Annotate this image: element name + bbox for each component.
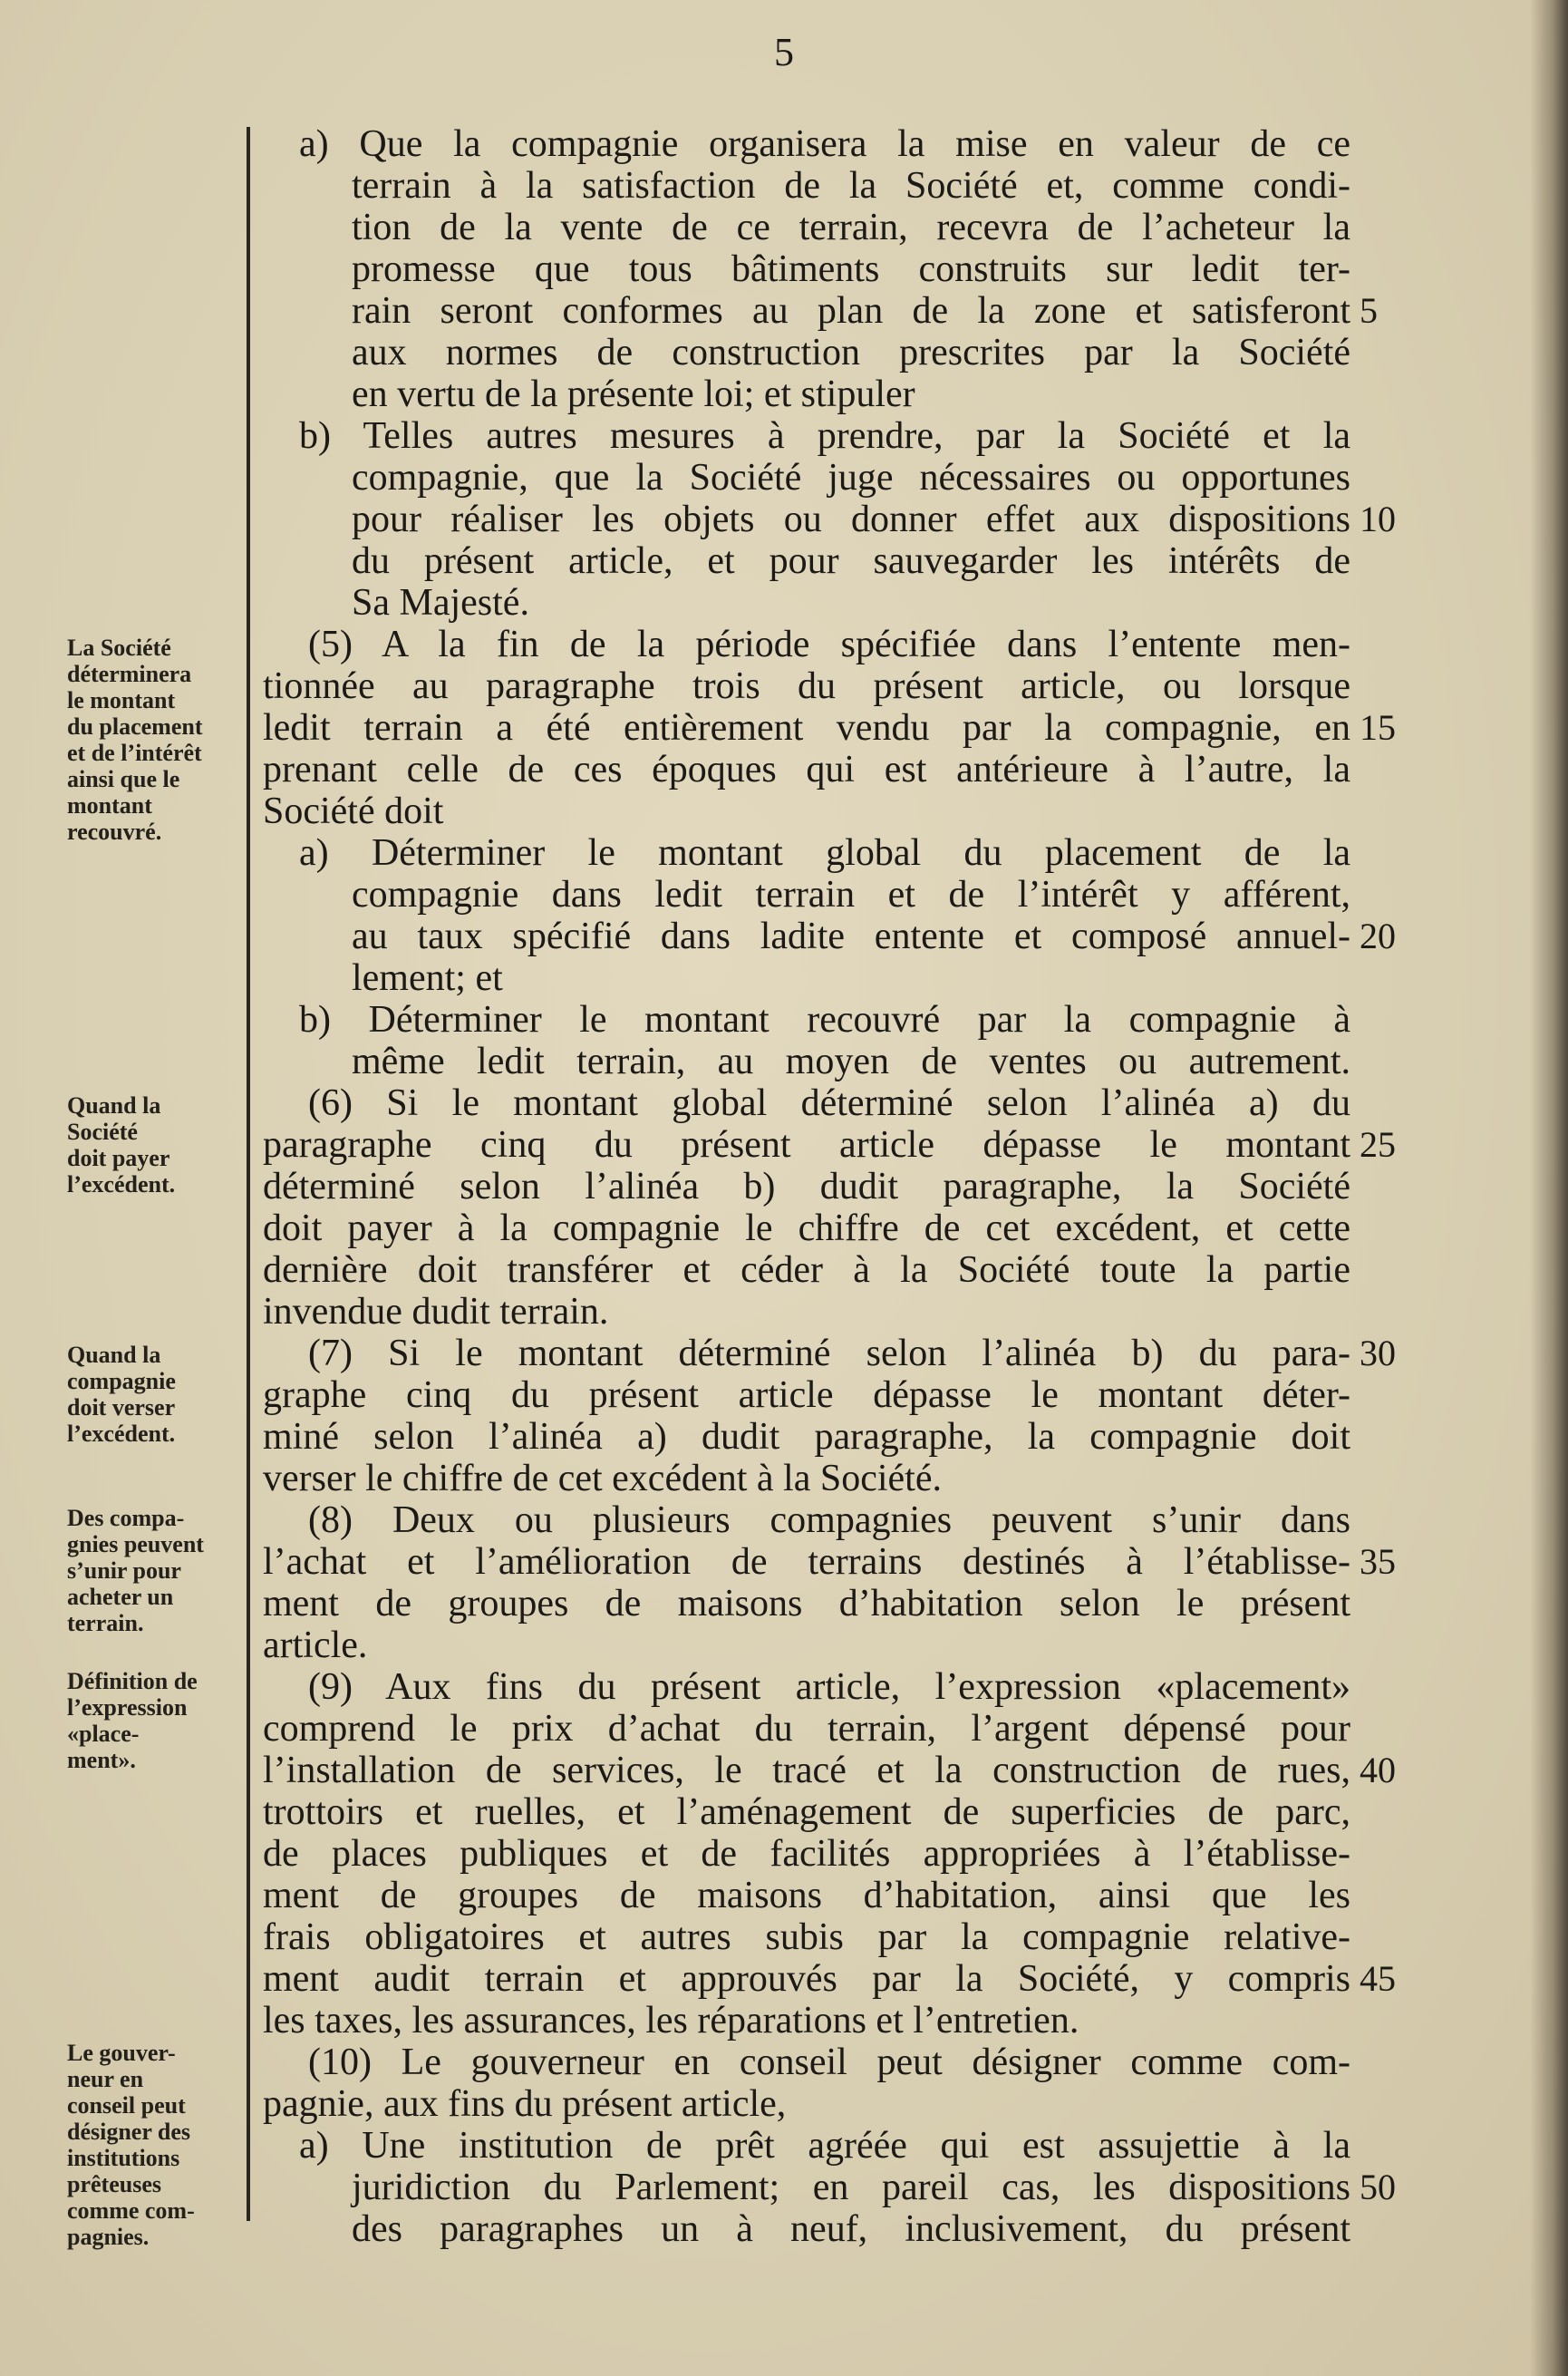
body-line: (10) Le gouverneur en conseil peut désigner comme com- — [308, 2041, 1350, 2083]
body-line: comprend le prix d’achat du terrain, l’argent dépensé pour — [263, 1708, 1350, 1750]
body-line: (8) Deux ou plusieurs compagnies peuvent s’unir dans — [308, 1499, 1350, 1541]
body-line: en vertu de la présente loi; et stipuler — [352, 373, 915, 415]
body-line: terrain à la satisfaction de la Société et, comme condi- — [352, 165, 1350, 207]
body-line: rain seront conformes au plan de la zone et satisferont — [352, 290, 1350, 332]
marginal-note-line: Définition de — [67, 1668, 198, 1694]
marginal-note-line: l’expression — [67, 1694, 188, 1721]
body-line: les taxes, les assurances, les réparations et l’entretien. — [263, 2000, 1079, 2041]
body-line: promesse que tous bâtiments construits sur ledit ter- — [352, 248, 1350, 290]
body-line: (7) Si le montant déterminé selon l’alinéa b) du para- — [308, 1333, 1350, 1374]
marginal-note-line: ainsi que le — [67, 766, 180, 792]
line-number: 40 — [1360, 1750, 1396, 1790]
body-line: tionnée au paragraphe trois du présent article, ou lorsque — [263, 665, 1350, 707]
marginal-note-line: ment». — [67, 1747, 136, 1773]
marginal-note-line: Société — [67, 1119, 138, 1145]
marginal-note-line: compagnie — [67, 1368, 176, 1394]
body-line: compagnie dans ledit terrain et de l’intérêt y afférent, — [352, 874, 1350, 916]
page-edge-shadow — [1530, 0, 1568, 2376]
body-line: compagnie, que la Société juge nécessaires ou opportunes — [352, 457, 1350, 499]
body-line: ledit terrain a été entièrement vendu par la compagnie, en — [263, 707, 1350, 749]
marginal-note-line: prêteuses — [67, 2171, 161, 2197]
marginal-note-line: désigner des — [67, 2119, 191, 2145]
body-line: (6) Si le montant global déterminé selon l’alinéa a) du — [308, 1082, 1350, 1124]
line-number: 25 — [1360, 1124, 1396, 1165]
marginal-note-line: et de l’intérêt — [67, 740, 202, 766]
marginal-note-line: Quand la — [67, 1342, 161, 1368]
marginal-note-line: acheter un — [67, 1584, 174, 1610]
body-line: miné selon l’alinéa a) dudit paragraphe, la compagnie doit — [263, 1416, 1350, 1458]
marginal-note-compagnie-verser — [67, 1342, 245, 1447]
body-line: a) Une institution de prêt agréée qui est assujettie à la — [299, 2125, 1350, 2167]
line-number: 50 — [1360, 2167, 1396, 2207]
margin-rule — [247, 127, 250, 2221]
body-line: (9) Aux fins du présent article, l’expression «placement» — [308, 1666, 1350, 1708]
body-line: invendue dudit terrain. — [263, 1291, 609, 1333]
body-line: dernière doit transférer et céder à la Société toute la partie — [263, 1249, 1350, 1291]
marginal-note-line: du placement — [67, 713, 203, 740]
marginal-note-line: terrain. — [67, 1610, 144, 1636]
marginal-note-line: déterminera — [67, 661, 192, 687]
body-line: a) Déterminer le montant global du placement de la — [299, 832, 1350, 874]
body-line: l’installation de services, le tracé et la construction de rues, — [263, 1750, 1350, 1791]
marginal-note-line: Des compa- — [67, 1505, 185, 1531]
marginal-note-societe-payer — [67, 1092, 245, 1198]
marginal-note-line: Quand la — [67, 1092, 161, 1119]
body-line: article. — [263, 1624, 368, 1666]
marginal-note-line: doit verser — [67, 1394, 176, 1421]
marginal-note-line: l’excédent. — [67, 1171, 176, 1198]
marginal-note-determination — [67, 635, 245, 845]
body-line: paragraphe cinq du présent article dépasse le montant — [263, 1124, 1350, 1166]
marginal-note-line: conseil peut — [67, 2092, 186, 2119]
body-line: Société doit — [263, 790, 444, 832]
marginal-note-line: gnies peuvent — [67, 1531, 204, 1557]
body-text — [263, 123, 1350, 2250]
body-line: doit payer à la compagnie le chiffre de cet excédent, et cette — [263, 1207, 1350, 1249]
page-number: 5 — [774, 30, 794, 74]
marginal-note-line: montant — [67, 792, 152, 819]
body-line: ment audit terrain et approuvés par la Société, y compris — [263, 1958, 1350, 2000]
body-line: Sa Majesté. — [352, 582, 529, 624]
marginal-note-line: pagnies. — [67, 2224, 150, 2250]
body-line: (5) A la fin de la période spécifiée dans l’entente men- — [308, 624, 1350, 665]
body-line: déterminé selon l’alinéa b) dudit paragraphe, la Société — [263, 1166, 1350, 1207]
body-line: ment de groupes de maisons d’habitation selon le présent — [263, 1583, 1350, 1624]
body-line: aux normes de construction prescrites par la Société — [352, 332, 1350, 373]
body-line: b) Déterminer le montant recouvré par la compagnie à — [299, 999, 1350, 1041]
body-line: a) Que la compagnie organisera la mise en valeur de ce — [299, 123, 1350, 165]
body-line: graphe cinq du présent article dépasse le montant déter- — [263, 1374, 1350, 1416]
line-number: 10 — [1360, 499, 1396, 539]
marginal-note-line: comme com- — [67, 2197, 195, 2224]
body-line: prenant celle de ces époques qui est antérieure à l’autre, la — [263, 749, 1350, 790]
body-line: ment de groupes de maisons d’habitation, ainsi que les — [263, 1875, 1350, 1916]
marginal-note-line: le montant — [67, 687, 176, 713]
marginal-note-line: neur en — [67, 2066, 144, 2092]
marginal-note-line: Le gouver- — [67, 2040, 176, 2066]
body-line: juridiction du Parlement; en pareil cas, les dispositions — [352, 2167, 1350, 2208]
body-line: au taux spécifié dans ladite entente et composé annuel- — [352, 916, 1350, 957]
body-line: pour réaliser les objets ou donner effet aux dispositions — [352, 499, 1350, 540]
line-number: 20 — [1360, 916, 1396, 956]
marginal-note-line: l’excédent. — [67, 1421, 176, 1447]
body-line: frais obligatoires et autres subis par la compagnie relative- — [263, 1916, 1350, 1958]
body-line: tion de la vente de ce terrain, recevra de l’acheteur la — [352, 207, 1350, 248]
body-line: même ledit terrain, au moyen de ventes ou autrement. — [352, 1041, 1350, 1082]
marginal-note-compagnies-unir — [67, 1505, 245, 1636]
line-number: 5 — [1360, 290, 1378, 331]
line-number: 35 — [1360, 1541, 1396, 1582]
line-number: 30 — [1360, 1333, 1396, 1373]
body-line: trottoirs et ruelles, et l’aménagement de superficies de parc, — [263, 1791, 1350, 1833]
line-number: 15 — [1360, 707, 1396, 748]
body-line: pagnie, aux fins du présent article, — [263, 2083, 787, 2125]
body-line: du présent article, et pour sauvegarder les intérêts de — [352, 540, 1350, 582]
body-line: b) Telles autres mesures à prendre, par la Société et la — [299, 415, 1350, 457]
marginal-note-line: s’unir pour — [67, 1557, 181, 1584]
marginal-note-line: «place- — [67, 1721, 140, 1747]
body-line: verser le chiffre de cet excédent à la Société. — [263, 1458, 942, 1499]
marginal-note-line: institutions — [67, 2145, 180, 2171]
body-line: l’achat et l’amélioration de terrains destinés à l’établisse- — [263, 1541, 1350, 1583]
body-line: des paragraphes un à neuf, inclusivement, du présent — [352, 2208, 1350, 2250]
body-line: lement; et — [352, 957, 503, 999]
marginal-note-line: La Société — [67, 635, 171, 661]
body-line: de places publiques et de facilités appropriées à l’établisse- — [263, 1833, 1350, 1875]
marginal-note-line: recouvré. — [67, 819, 162, 845]
line-number: 45 — [1360, 1958, 1396, 1999]
marginal-note-gouverneur — [67, 2040, 245, 2250]
marginal-note-definition-placement — [67, 1668, 245, 1773]
marginal-note-line: doit payer — [67, 1145, 170, 1171]
